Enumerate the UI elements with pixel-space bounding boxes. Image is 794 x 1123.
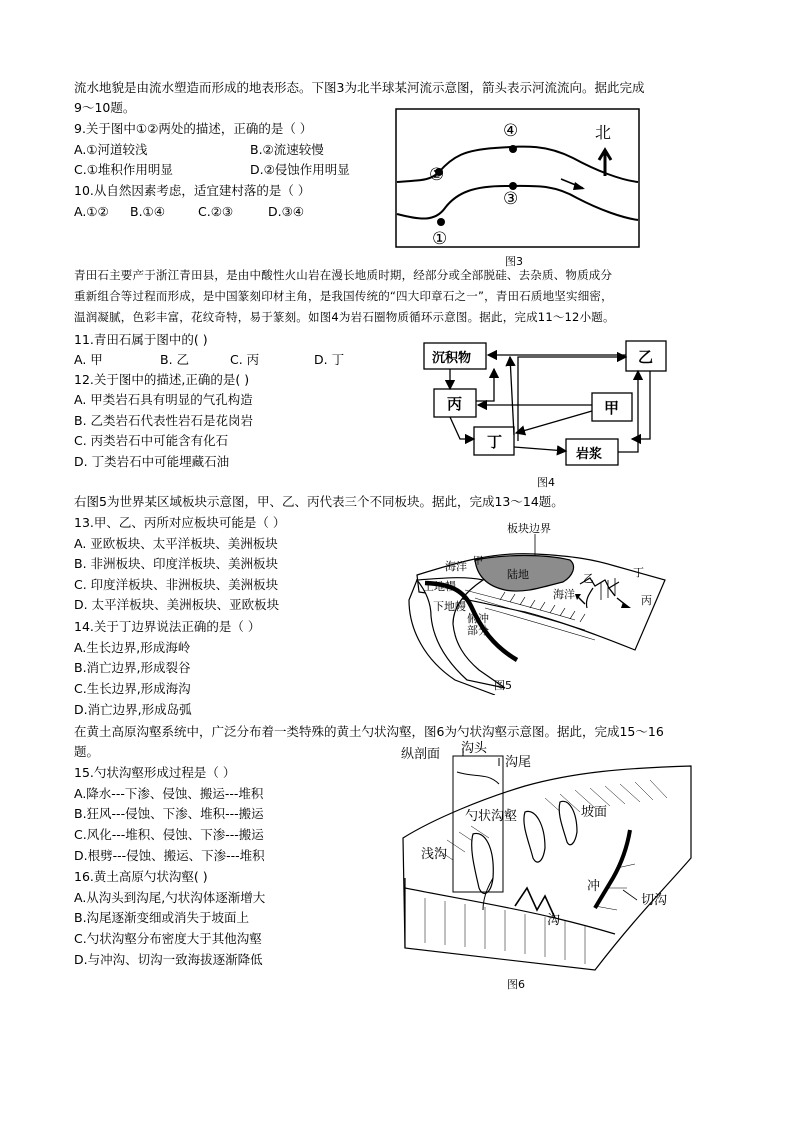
figure-4-caption: 图4 bbox=[537, 476, 555, 489]
q16-option-b[interactable]: B.沟尾逐渐变细或消失于坡面上 bbox=[74, 910, 250, 925]
fig5-ocean-right-label: 海洋 bbox=[553, 588, 575, 601]
fig6-tail-label: 沟尾 bbox=[505, 755, 532, 770]
q11-option-a[interactable]: A. 甲 bbox=[74, 352, 103, 367]
q13-option-a[interactable]: A. 亚欧板块、太平洋板块、美洲板块 bbox=[74, 536, 278, 551]
fig5-boundary-label: 板块边界 bbox=[507, 522, 551, 535]
q15-option-a[interactable]: A.降水---下渗、侵蚀、搬运---堆积 bbox=[74, 786, 264, 801]
fig6-cut-label: 切沟 bbox=[641, 893, 668, 908]
fig4-yi-label: 乙 bbox=[638, 348, 654, 366]
figure-4-rock-cycle bbox=[418, 335, 683, 470]
figure-5-plate-boundary bbox=[405, 520, 670, 695]
figure-3-river-diagram bbox=[395, 108, 640, 250]
fig5-upper-mantle-label: 上地幔 bbox=[423, 580, 456, 593]
q11-options bbox=[74, 352, 344, 368]
fig3-point-3: ③ bbox=[503, 189, 519, 209]
fig4-bing-label: 丙 bbox=[447, 395, 463, 413]
q11-option-d[interactable]: D. 丁 bbox=[314, 352, 345, 367]
q10-option-c[interactable]: C.②③ bbox=[198, 204, 234, 219]
figure-6-spoon-gully bbox=[395, 738, 695, 973]
intro-qingtian-line2: 重新组合等过程而形成，是中国篆刻印材主角，是我国传统的“四大印章石之一”，青田石质地坚实细密， bbox=[74, 289, 613, 303]
figure-3-caption: 图3 bbox=[505, 255, 523, 268]
q12-option-b[interactable]: B. 乙类岩石代表性岩石是花岗岩 bbox=[74, 413, 254, 428]
q15-option-d[interactable]: D.根劈---侵蚀、搬运、下渗---堆积 bbox=[74, 848, 265, 863]
fig5-bing-label: 丙 bbox=[641, 594, 652, 607]
q10-stem: 10.从自然因素考虑，适宜建村落的是（ ） bbox=[74, 183, 311, 198]
q9-option-d[interactable]: D.②侵蚀作用明显 bbox=[250, 162, 350, 177]
fig6-chong-label: 冲 bbox=[587, 879, 601, 894]
q14-option-d[interactable]: D.消亡边界,形成岛弧 bbox=[74, 702, 192, 717]
q11-option-b[interactable]: B. 乙 bbox=[160, 352, 190, 367]
fig6-gou-label: 沟 bbox=[547, 913, 561, 928]
q14-option-a[interactable]: A.生长边界,形成海岭 bbox=[74, 640, 191, 655]
intro-plates-line1: 右图5为世界某区域板块示意图，甲、乙、丙代表三个不同板块。据此，完成13～14题。 bbox=[74, 494, 564, 509]
fig3-north-label: 北 bbox=[595, 123, 612, 142]
intro-rivers-line1: 流水地貌是由流水塑造而形成的地表形态。下图3为北半球某河流示意图，箭头表示河流流向。据此完成 bbox=[74, 80, 645, 95]
fig6-head-label: 沟头 bbox=[461, 741, 488, 756]
fig6-slope-label: 坡面 bbox=[581, 805, 608, 820]
q9-option-c[interactable]: C.①堆积作用明显 bbox=[74, 162, 173, 177]
fig5-jia-label: 甲 bbox=[473, 556, 483, 567]
q13-option-c[interactable]: C. 印度洋板块、非洲板块、美洲板块 bbox=[74, 577, 279, 592]
q13-option-d[interactable]: D. 太平洋板块、美洲板块、亚欧板块 bbox=[74, 597, 280, 612]
q13-stem: 13.甲、乙、丙所对应板块可能是（ ） bbox=[74, 515, 286, 530]
q14-option-b[interactable]: B.消亡边界,形成裂谷 bbox=[74, 660, 191, 675]
fig5-ocean-left-label: 海洋 bbox=[445, 560, 467, 573]
fig5-subduction-label-2: 部分 bbox=[467, 624, 489, 637]
q11-option-c[interactable]: C. 丙 bbox=[230, 352, 260, 367]
fig3-point-4: ④ bbox=[503, 121, 519, 141]
figure-5-caption: 图5 bbox=[494, 679, 512, 692]
fig3-point-1: ① bbox=[432, 229, 448, 249]
fig6-spoon-label: 勺状沟壑 bbox=[465, 809, 518, 824]
intro-qingtian-line1: 青田石主要产于浙江青田县，是由中酸性火山岩在漫长地质时期，经部分或全部脱硅、去杂质、物质成分 bbox=[74, 268, 613, 282]
q10-options bbox=[74, 204, 304, 220]
fig4-sediment-label: 沉积物 bbox=[432, 351, 472, 366]
q10-option-b[interactable]: B.①④ bbox=[130, 204, 165, 219]
q11-stem: 11.青田石属于图中的( ) bbox=[74, 332, 208, 347]
q16-stem: 16.黄土高原勺状沟壑( ) bbox=[74, 869, 208, 884]
fig6-shallow-label: 浅沟 bbox=[421, 847, 448, 862]
q9-stem: 9.关于图中①②两处的描述，正确的是（ ） bbox=[74, 121, 313, 136]
fig5-ding-label: 丁 bbox=[633, 566, 644, 579]
q10-option-a[interactable]: A.①② bbox=[74, 204, 109, 219]
q9-option-a[interactable]: A.①河道较浅 bbox=[74, 142, 148, 157]
figure-6-caption: 图6 bbox=[507, 978, 525, 991]
q12-option-d[interactable]: D. 丁类岩石中可能埋藏石油 bbox=[74, 454, 230, 469]
q13-option-b[interactable]: B. 非洲板块、印度洋板块、美洲板块 bbox=[74, 556, 279, 571]
fig3-point-2: ② bbox=[429, 165, 445, 185]
fig4-jia-label: 甲 bbox=[604, 399, 620, 417]
q16-option-c[interactable]: C.勺状沟壑分布密度大于其他沟壑 bbox=[74, 931, 262, 946]
q9-option-b[interactable]: B.②流速较慢 bbox=[250, 142, 324, 157]
q16-option-a[interactable]: A.从沟头到沟尾,勺状沟体逐渐增大 bbox=[74, 890, 266, 905]
q10-option-d[interactable]: D.③④ bbox=[268, 204, 305, 219]
q12-option-a[interactable]: A. 甲类岩石具有明显的气孔构造 bbox=[74, 392, 253, 407]
q15-option-c[interactable]: C.风化---堆积、侵蚀、下渗---搬运 bbox=[74, 827, 264, 842]
intro-loess-line1: 在黄土高原沟壑系统中，广泛分布着一类特殊的黄土勺状沟壑，图6为勺状沟壑示意图。据此，完成15～16 bbox=[74, 724, 664, 739]
fig6-profile-label: 纵剖面 bbox=[401, 747, 441, 762]
intro-rivers-line2: 9～10题。 bbox=[74, 100, 136, 115]
q14-stem: 14.关于丁边界说法正确的是（ ） bbox=[74, 619, 261, 634]
fig5-yi-label: 乙 bbox=[583, 572, 594, 585]
intro-loess-line2: 题。 bbox=[74, 744, 100, 759]
fig5-subduction-label-1: 俯冲 bbox=[467, 612, 489, 625]
fig4-magma-label: 岩浆 bbox=[576, 447, 603, 462]
intro-qingtian-line3: 温润凝腻，色彩丰富，花纹奇特，易于篆刻。如图4为岩石圈物质循环示意图。据此，完成11～12小题。 bbox=[74, 310, 615, 324]
q15-option-b[interactable]: B.狂风---侵蚀、下渗、堆积---搬运 bbox=[74, 806, 264, 821]
q12-option-c[interactable]: C. 丙类岩石中可能含有化石 bbox=[74, 433, 229, 448]
q14-option-c[interactable]: C.生长边界,形成海沟 bbox=[74, 681, 191, 696]
fig4-ding-label: 丁 bbox=[487, 433, 503, 451]
fig5-lower-mantle-label: 下地幔 bbox=[433, 600, 466, 613]
q12-stem: 12.关于图中的描述,正确的是( ) bbox=[74, 372, 250, 387]
q15-stem: 15.勺状沟壑形成过程是（ ） bbox=[74, 765, 236, 780]
fig5-land-label: 陆地 bbox=[507, 568, 529, 581]
q16-option-d[interactable]: D.与冲沟、切沟一致海拔逐渐降低 bbox=[74, 952, 263, 967]
